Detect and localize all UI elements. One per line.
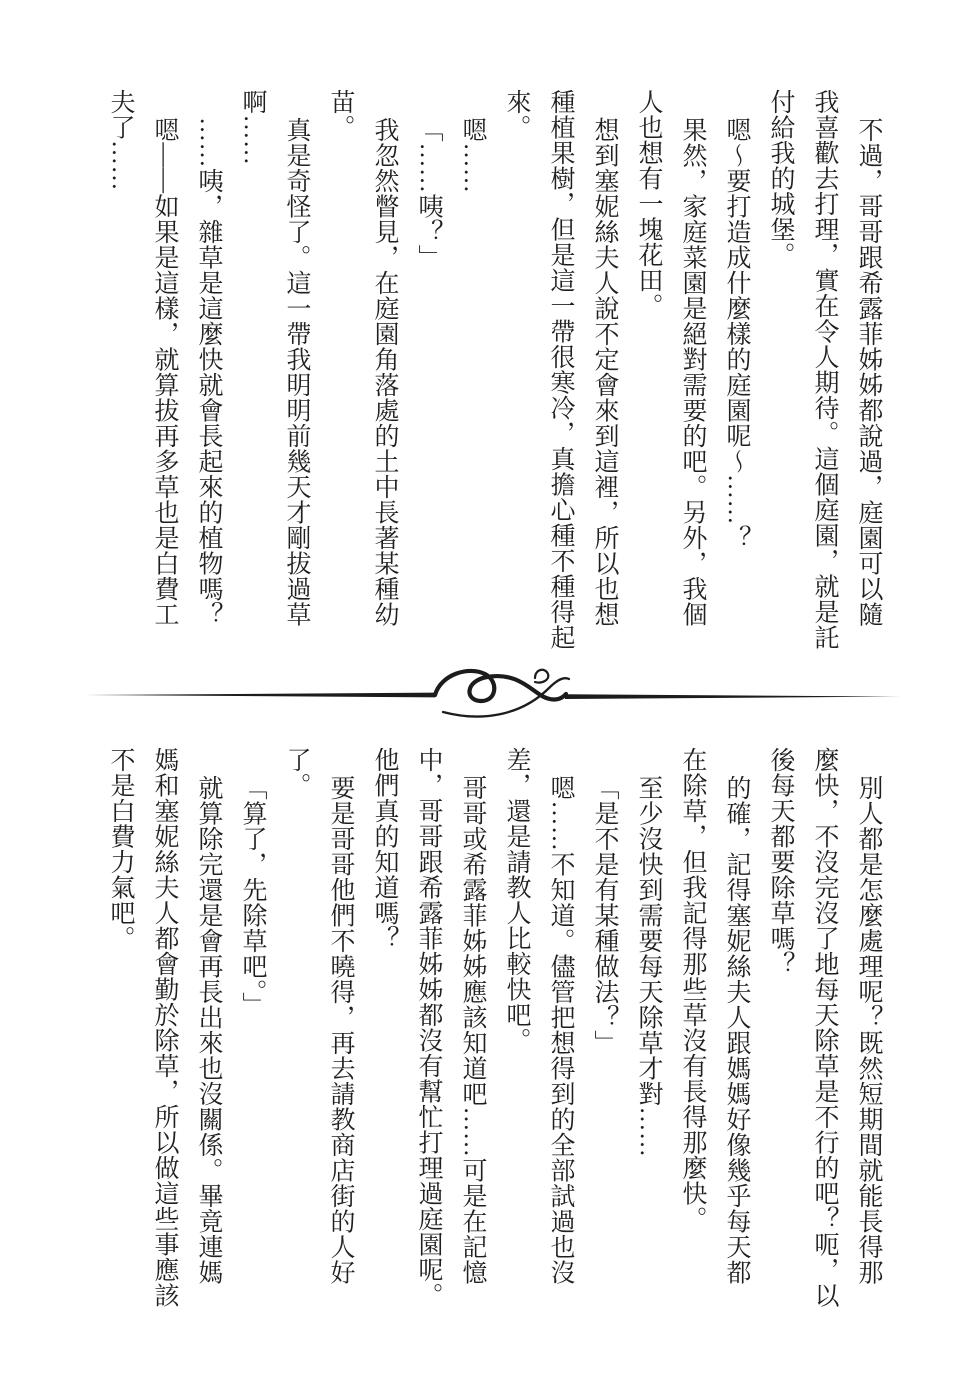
text-column: 嗯…… (459, 117, 486, 194)
text-column: 真是奇怪了。這一帶我明明前幾天才剛拔過草 (283, 117, 310, 627)
text-column: 我喜歡去打理，實在令人期待。這個庭園，就是託 (811, 89, 838, 650)
text-column: 中，哥哥跟希露菲姊姊都沒有幫忙打理過庭園呢。 (415, 747, 442, 1308)
text-column: 他們真的知道嗎？ (371, 747, 398, 951)
text-column: 嗯——如果是這樣，就算拔再多草也是白費工 (151, 117, 178, 627)
text-column: 夫了…… (107, 89, 134, 191)
text-column: 來。 (503, 89, 530, 140)
section-divider (83, 664, 903, 726)
text-column: 「……咦？」 (415, 117, 442, 270)
text-column: 我忽然瞥見，在庭園角落處的土中長著某種幼 (371, 117, 398, 627)
text-section-top (98, 89, 890, 652)
text-column: 哥哥或希露菲姊姊應該知道吧……可是在記憶 (459, 775, 486, 1285)
text-column: 「算了，先除草吧。」 (239, 775, 266, 1018)
text-section-bottom (98, 747, 890, 1312)
text-column: 果然，家庭菜園是絕對需要的吧。另外，我個 (679, 117, 706, 627)
text-column: 別人都是怎麼處理呢？既然短期間就能長得那 (855, 775, 882, 1285)
text-column: 付給我的城堡。 (767, 89, 794, 268)
calligraphic-flourish-icon (83, 664, 903, 726)
text-column: 苗。 (327, 89, 354, 140)
text-column: 嗯……不知道。儘管把想得到的全部試過也沒 (547, 775, 574, 1285)
text-column: 「是不是有某種做法？」 (591, 775, 618, 1056)
text-column: 麼快，不沒完沒了地每天除草是不行的吧？呃，以 (811, 747, 838, 1308)
text-column: 種植果樹，但是這一帶很寒冷，真擔心種不種得起 (547, 89, 574, 650)
text-column: 人也想有一塊花田。 (635, 89, 662, 319)
text-column: 不過，哥哥跟希露菲姊姊都說過，庭園可以隨 (855, 117, 882, 627)
text-column: 至少沒快到需要每天除草才對…… (635, 775, 662, 1158)
text-column: 不是白費力氣吧。 (107, 747, 134, 951)
text-column: 的確，記得塞妮絲夫人跟媽媽好像幾乎每天都 (723, 775, 750, 1285)
text-column: 啊…… (239, 89, 266, 166)
text-column: 了。 (283, 747, 310, 798)
text-column: 媽和塞妮絲夫人都會勤於除草，所以做這些事應該 (151, 747, 178, 1308)
text-column: 要是哥哥他們不曉得，再去請教商店街的人好 (327, 775, 354, 1285)
text-column: 就算除完還是會再長出來也沒關係。畢竟連媽 (195, 775, 222, 1285)
text-column: 後每天都要除草嗎？ (767, 747, 794, 977)
text-column: 想到塞妮絲夫人說不定會來到這裡，所以也想 (591, 117, 618, 627)
text-column: 在除草，但我記得那些草沒有長得那麼快。 (679, 747, 706, 1232)
text-column: ……咦，雜草是這麼快就會長起來的植物嗎？ (195, 117, 222, 627)
text-column: 差，還是請教人比較快吧。 (503, 747, 530, 1053)
text-column: 嗯～要打造成什麼樣的庭園呢～……？ (723, 117, 750, 551)
